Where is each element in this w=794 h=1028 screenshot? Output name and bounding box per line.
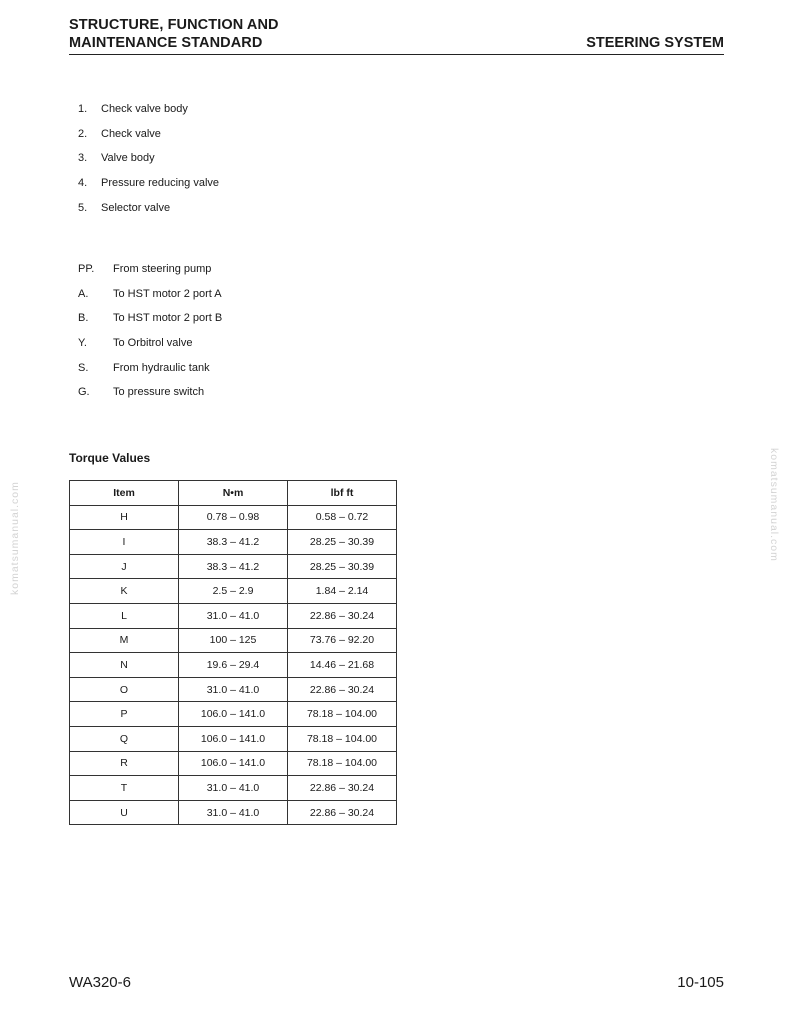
list-marker: 1. [78,103,88,115]
chapter-title-line1: STRUCTURE, FUNCTION AND [69,17,279,33]
list-label: To Orbitrol valve [113,337,193,350]
cell-nm: 38.3 – 41.2 [179,530,288,555]
list-label: From steering pump [113,263,212,275]
list-label: To pressure switch [113,386,205,399]
cell-item: J [70,554,179,579]
column-header-item: Item [70,481,179,506]
cell-lbf-ft: 22.86 – 30.24 [288,800,397,825]
list-marker: S. [78,361,89,374]
column-header-nm: N•m [179,481,288,506]
cell-item: M [70,628,179,653]
list-label: To HST motor 2 port B [113,312,223,325]
table-header-row [70,481,397,506]
page-header [69,16,724,55]
cell-nm: 2.5 – 2.9 [179,579,288,604]
cell-lbf-ft: 22.86 – 30.24 [288,603,397,628]
table-row [70,776,397,801]
cell-item: U [70,800,179,825]
chapter-title [69,16,279,52]
cell-lbf-ft: 22.86 – 30.24 [288,776,397,801]
table-row [70,653,397,678]
list-label: From hydraulic tank [113,361,210,374]
footer-model: WA320-6 [69,974,131,991]
cell-nm: 31.0 – 41.0 [179,603,288,628]
list-marker: PP. [78,263,95,275]
cell-item: H [70,505,179,530]
list-marker: 5. [78,201,88,214]
cell-nm: 38.3 – 41.2 [179,554,288,579]
torque-values-heading: Torque Values [69,451,151,465]
cell-item: N [70,653,179,678]
table-row [70,751,397,776]
cell-lbf-ft: 14.46 – 21.68 [288,653,397,678]
cell-item: I [70,530,179,555]
cell-item: R [70,751,179,776]
footer-page-number: 10-105 [677,974,724,991]
list-label: Valve body [101,152,155,165]
cell-item: K [70,579,179,604]
cell-item: T [70,776,179,801]
chapter-title-line2: MAINTENANCE STANDARD [69,35,263,51]
list-marker: 4. [78,177,88,190]
cell-lbf-ft: 78.18 – 104.00 [288,726,397,751]
table-row [70,702,397,727]
list-marker: 3. [78,152,88,165]
table-row [70,554,397,579]
list-label: To HST motor 2 port A [113,287,222,300]
list-label: Pressure reducing valve [101,177,220,190]
cell-nm: 0.78 – 0.98 [179,505,288,530]
list-marker: Y. [78,337,87,350]
cell-nm: 106.0 – 141.0 [179,702,288,727]
list-marker: B. [78,312,89,325]
list-label: Check valve body [101,103,188,115]
cell-lbf-ft: 22.86 – 30.24 [288,677,397,702]
cell-nm: 106.0 – 141.0 [179,751,288,776]
section-title: STEERING SYSTEM [586,35,724,51]
list-label: Check valve [101,127,161,140]
watermark-left: komatsumanual.com [9,481,21,595]
list-marker: A. [78,287,89,300]
list-marker: G. [78,386,90,399]
cell-lbf-ft: 0.58 – 0.72 [288,505,397,530]
cell-lbf-ft: 28.25 – 30.39 [288,554,397,579]
cell-nm: 106.0 – 141.0 [179,726,288,751]
cell-lbf-ft: 78.18 – 104.00 [288,702,397,727]
table-row [70,726,397,751]
cell-lbf-ft: 28.25 – 30.39 [288,530,397,555]
cell-nm: 31.0 – 41.0 [179,677,288,702]
list-marker: 2. [78,127,88,140]
table-row [70,603,397,628]
table-row [70,628,397,653]
table-row [70,800,397,825]
cell-item: O [70,677,179,702]
cell-nm: 31.0 – 41.0 [179,776,288,801]
cell-nm: 19.6 – 29.4 [179,653,288,678]
watermark-right: komatsumanual.com [768,448,780,562]
table-row [70,579,397,604]
cell-lbf-ft: 73.76 – 92.20 [288,628,397,653]
table-row [70,677,397,702]
cell-nm: 31.0 – 41.0 [179,800,288,825]
torque-table-body [70,505,397,825]
cell-lbf-ft: 78.18 – 104.00 [288,751,397,776]
table-row [70,505,397,530]
cell-item: P [70,702,179,727]
cell-nm: 100 – 125 [179,628,288,653]
column-header-lbf-ft: lbf ft [288,481,397,506]
table-row [70,530,397,555]
cell-item: Q [70,726,179,751]
cell-lbf-ft: 1.84 – 2.14 [288,579,397,604]
list-label: Selector valve [101,201,171,214]
torque-values-table [69,480,397,825]
cell-item: L [70,603,179,628]
